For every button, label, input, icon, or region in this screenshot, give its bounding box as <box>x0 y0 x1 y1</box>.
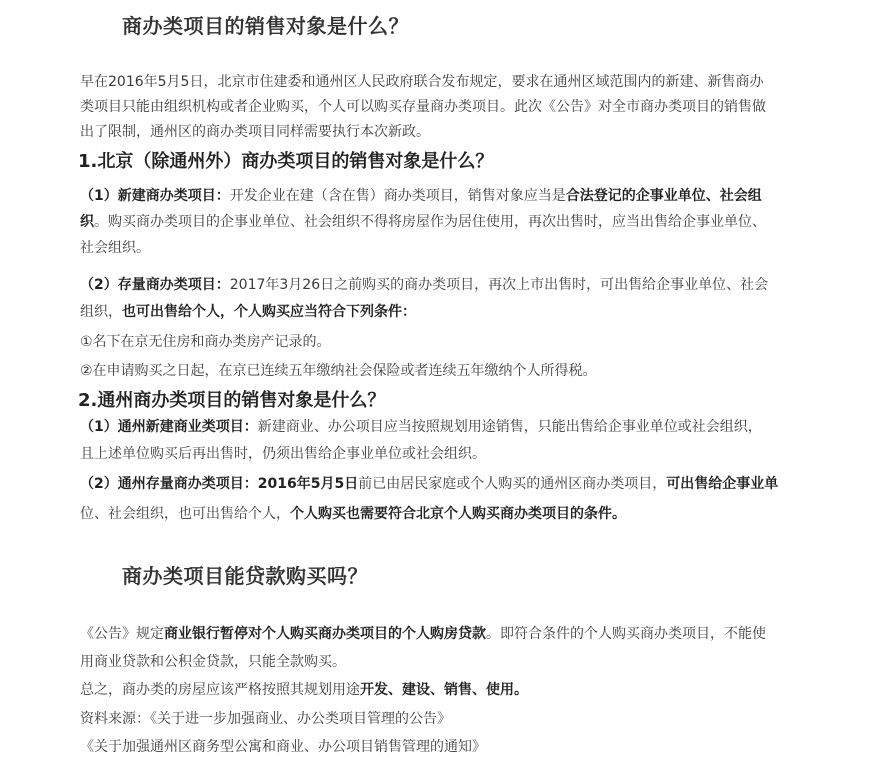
beijing-condition-1: ①名下在京无住房和商办类房产记录的。 <box>80 334 331 350</box>
tongzhou-item2-text: 前已由居民家庭或个人购买的通州区商办类项目， <box>358 476 667 492</box>
beijing-item2-line2-bold: 也可出售给个人，个人购买应当符合下列条件： <box>122 304 416 320</box>
tongzhou-heading: 2.通州商办类项目的销售对象是什么？ <box>78 390 386 411</box>
loan-line-2: 用商业贷款和公积金贷款，只能全款购买。 <box>80 654 346 670</box>
conclusion-line <box>80 678 528 703</box>
tongzhou-item2-label: （2）通州存量商办类项目： <box>80 476 258 492</box>
intro-line-3: 出了限制，通州区的商办类项目同样需要执行本次新政。 <box>80 124 430 140</box>
tongzhou-item1-text: 新建商业、办公项目应当按照规划用途销售，只能出售给企事业单位或社会组织， <box>257 419 762 435</box>
beijing-item1-line2-text: 。购买商办类项目的企事业单位、社会组织不得将房屋作为居住使用，再次出售时，应当出售给企事业单位、 <box>94 214 766 230</box>
tongzhou-item2-bold: 可出售给企事业单 <box>666 476 779 492</box>
tongzhou-item2-line2 <box>80 502 626 527</box>
beijing-item1-text: 开发企业在建（含在售）商办类项目，销售对象应当是 <box>229 188 566 204</box>
beijing-item2-text: 2017年3月26日之前购买的商办类项目，再次上市出售时，可出售给企事业单位、社会 <box>229 277 769 293</box>
beijing-item2-line1 <box>80 273 768 298</box>
conclusion-text: 总之，商办类的房屋应该严格按照其规划用途 <box>80 682 360 698</box>
section-title-loan: 商办类项目能贷款购买吗？ <box>122 564 368 588</box>
tongzhou-item1-label: （1）通州新建商业类项目： <box>80 419 258 435</box>
loan-text-b: 。即符合条件的个人购买商办类项目，不能使 <box>486 626 766 642</box>
tongzhou-item2-line2-text: 位、社会组织，也可出售给个人， <box>80 506 290 522</box>
tongzhou-item2-date: 2016年5月5日 <box>257 476 359 492</box>
tongzhou-item2-line1 <box>80 472 778 497</box>
beijing-item1-bold: 合法登记的企事业单位、社会组 <box>565 188 762 204</box>
beijing-item1-line3: 社会组织。 <box>80 240 150 256</box>
tongzhou-item1-line2: 且上述单位购买后再出售时，仍须出售给企事业单位或社会组织。 <box>80 446 486 462</box>
beijing-condition-2: ②在申请购买之日起，在京已连续五年缴纳社会保险或者连续五年缴纳个人所得税。 <box>80 363 597 379</box>
beijing-item1-line2-bold: 织 <box>80 214 94 230</box>
intro-line-2: 类项目只能由组织机构或者企业购买，个人可以购买存量商办类项目。此次《公告》对全市商办类项目的销售做 <box>80 99 766 115</box>
section-title-sales-target: 商办类项目的销售对象是什么？ <box>122 14 409 38</box>
beijing-item1-line1 <box>80 184 762 209</box>
beijing-item2-label: （2）存量商办类项目： <box>80 277 230 293</box>
beijing-item2-line2 <box>80 300 416 325</box>
tongzhou-item2-line2-bold: 个人购买也需要符合北京个人购买商办类项目的条件。 <box>290 506 626 522</box>
beijing-heading: 1.北京（除通州外）商办类项目的销售对象是什么？ <box>78 151 494 172</box>
loan-line-1 <box>80 622 766 647</box>
tongzhou-item1-line1 <box>80 415 762 440</box>
loan-text-a: 《公告》规定 <box>80 626 164 642</box>
beijing-item2-line2-text: 组织， <box>80 304 122 320</box>
conclusion-bold: 开发、建设、销售、使用。 <box>360 682 528 698</box>
beijing-item1-label: （1）新建商办类项目： <box>80 188 230 204</box>
source-line-1: 资料来源：《关于进一步加强商业、办公类项目管理的公告》 <box>80 711 451 727</box>
loan-bold: 商业银行暂停对个人购买商办类项目的个人购房贷款 <box>164 626 486 642</box>
beijing-item1-line2 <box>80 210 766 235</box>
intro-line-1: 早在2016年5月5日，北京市住建委和通州区人民政府联合发布规定，要求在通州区域范围内的新建、新售商办 <box>80 74 764 90</box>
source-line-2: 《关于加强通州区商务型公寓和商业、办公项目销售管理的通知》 <box>80 739 486 755</box>
